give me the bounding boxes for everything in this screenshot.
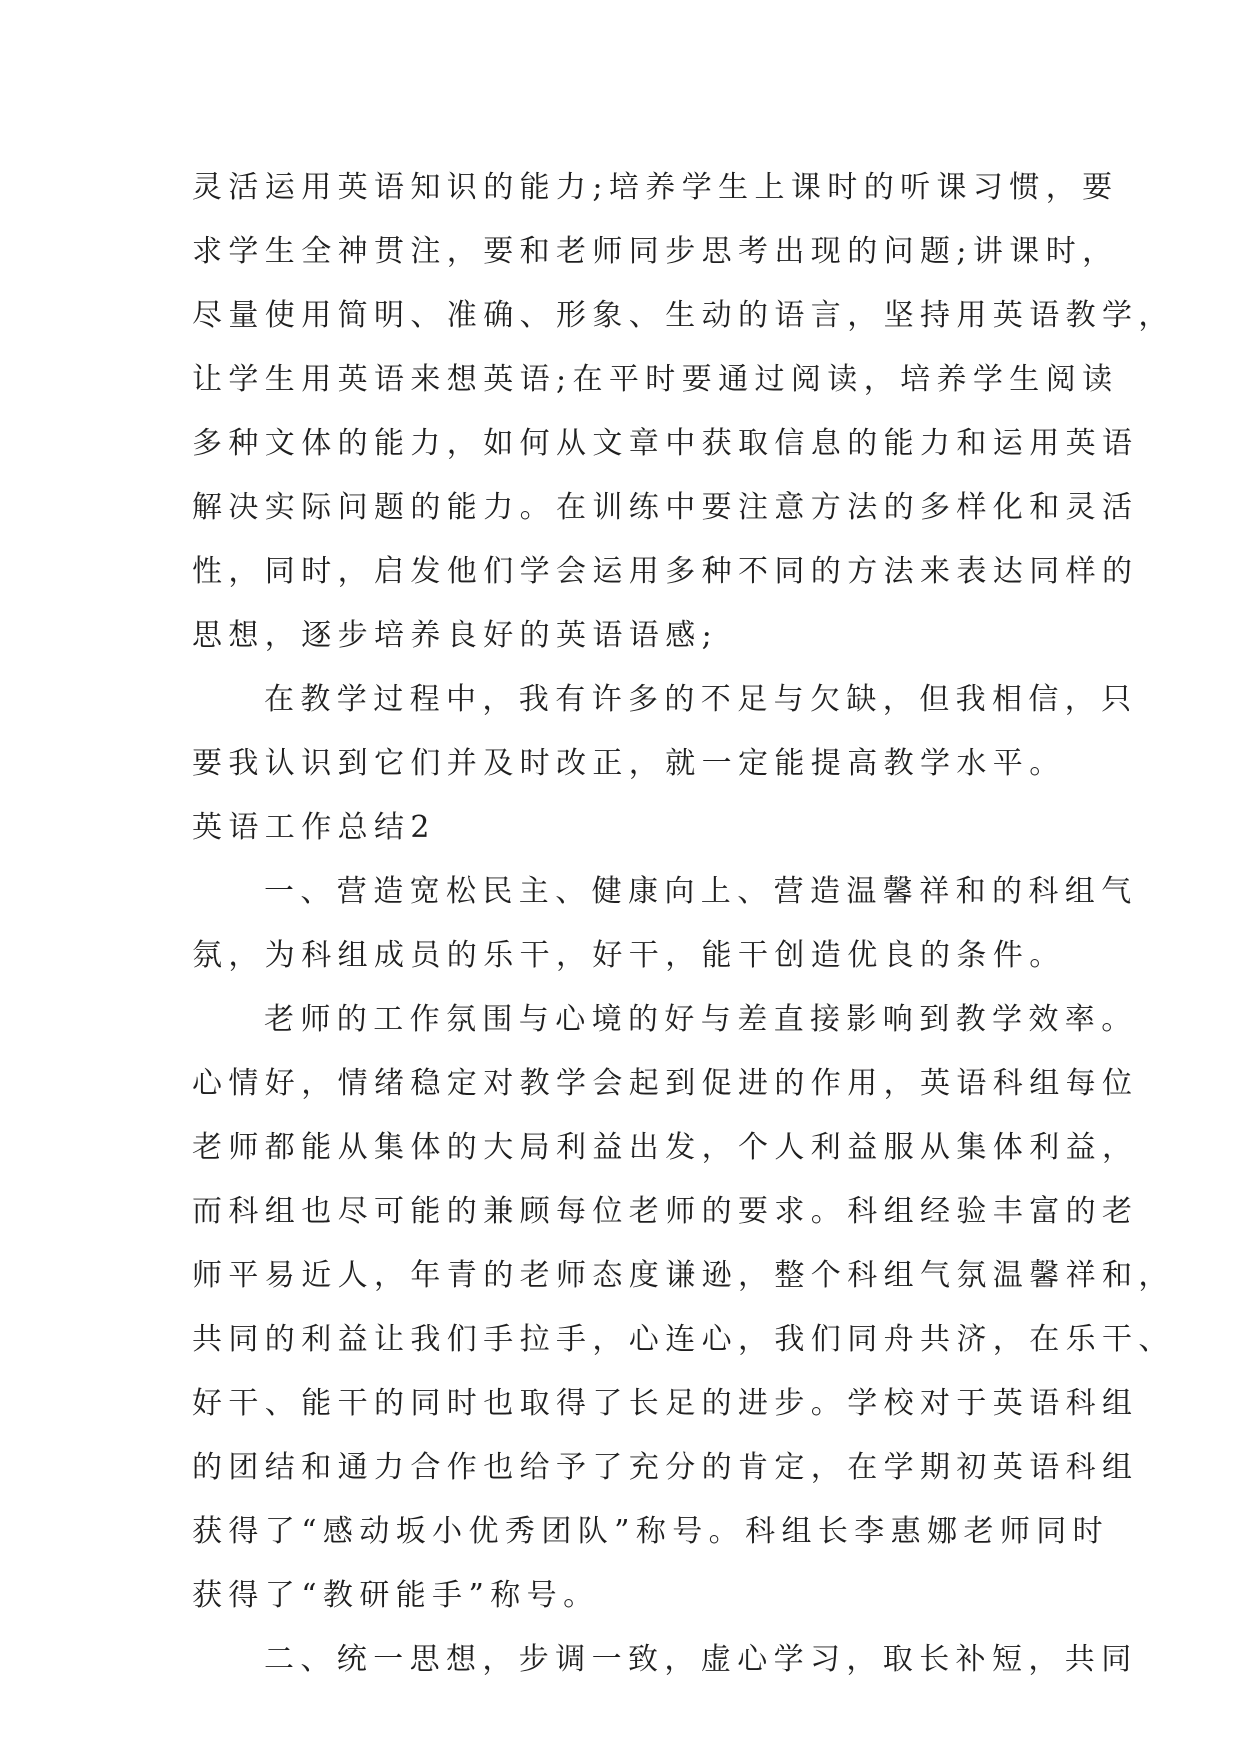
paragraph-line: 多种文体的能力，如何从文章中获取信息的能力和运用英语: [192, 426, 1139, 461]
paragraph-line: 性，同时，启发他们学会运用多种不同的方法来表达同样的: [192, 554, 1139, 589]
paragraph-line: 灵活运用英语知识的能力;培养学生上课时的听课习惯，要: [192, 170, 1119, 205]
paragraph-line: 共同的利益让我们手拉手，心连心，我们同舟共济，在乐干、: [192, 1322, 1175, 1357]
document-page: [192, 156, 1175, 1692]
paragraph-line: 氛，为科组成员的乐干，好干，能干创造优良的条件。: [192, 938, 1066, 973]
paragraph-line: 思想，逐步培养良好的英语语感;: [192, 618, 719, 653]
paragraph-line: 一、营造宽松民主、健康向上、营造温馨祥和的科组气: [264, 874, 1138, 909]
paragraph-line: 师平易近人，年青的老师态度谦逊，整个科组气氛温馨祥和，: [192, 1258, 1175, 1293]
paragraph-line: 求学生全神贯注，要和老师同步思考出现的问题;讲课时，: [192, 234, 1119, 269]
paragraph-line: 老师都能从集体的大局利益出发，个人利益服从集体利益，: [192, 1130, 1139, 1165]
paragraph-line: 二、统一思想，步调一致，虚心学习，取长补短，共同: [264, 1642, 1138, 1677]
paragraph-line: 的团结和通力合作也给予了充分的肯定，在学期初英语科组: [192, 1450, 1139, 1485]
paragraph-line: 而科组也尽可能的兼顾每位老师的要求。科组经验丰富的老: [192, 1194, 1139, 1229]
section-heading: 英语工作总结2: [192, 810, 436, 845]
paragraph-line: 老师的工作氛围与心境的好与差直接影响到教学效率。: [264, 1002, 1138, 1037]
paragraph-line: 好干、能干的同时也取得了长足的进步。学校对于英语科组: [192, 1386, 1139, 1421]
paragraph-line: 要我认识到它们并及时改正，就一定能提高教学水平。: [192, 746, 1066, 781]
paragraph-line: 尽量使用简明、准确、形象、生动的语言，坚持用英语教学，: [192, 298, 1175, 333]
paragraph-line: 获得了“感动坂小优秀团队”称号。科组长李惠娜老师同时: [192, 1514, 1110, 1549]
paragraph-line: 心情好，情绪稳定对教学会起到促进的作用，英语科组每位: [192, 1066, 1139, 1101]
paragraph-line: 让学生用英语来想英语;在平时要通过阅读，培养学生阅读: [192, 362, 1119, 397]
paragraph-line: 获得了“教研能手”称号。: [192, 1578, 600, 1613]
paragraph-line: 在教学过程中，我有许多的不足与欠缺，但我相信，只: [264, 682, 1138, 717]
paragraph-line: 解决实际问题的能力。在训练中要注意方法的多样化和灵活: [192, 490, 1139, 525]
